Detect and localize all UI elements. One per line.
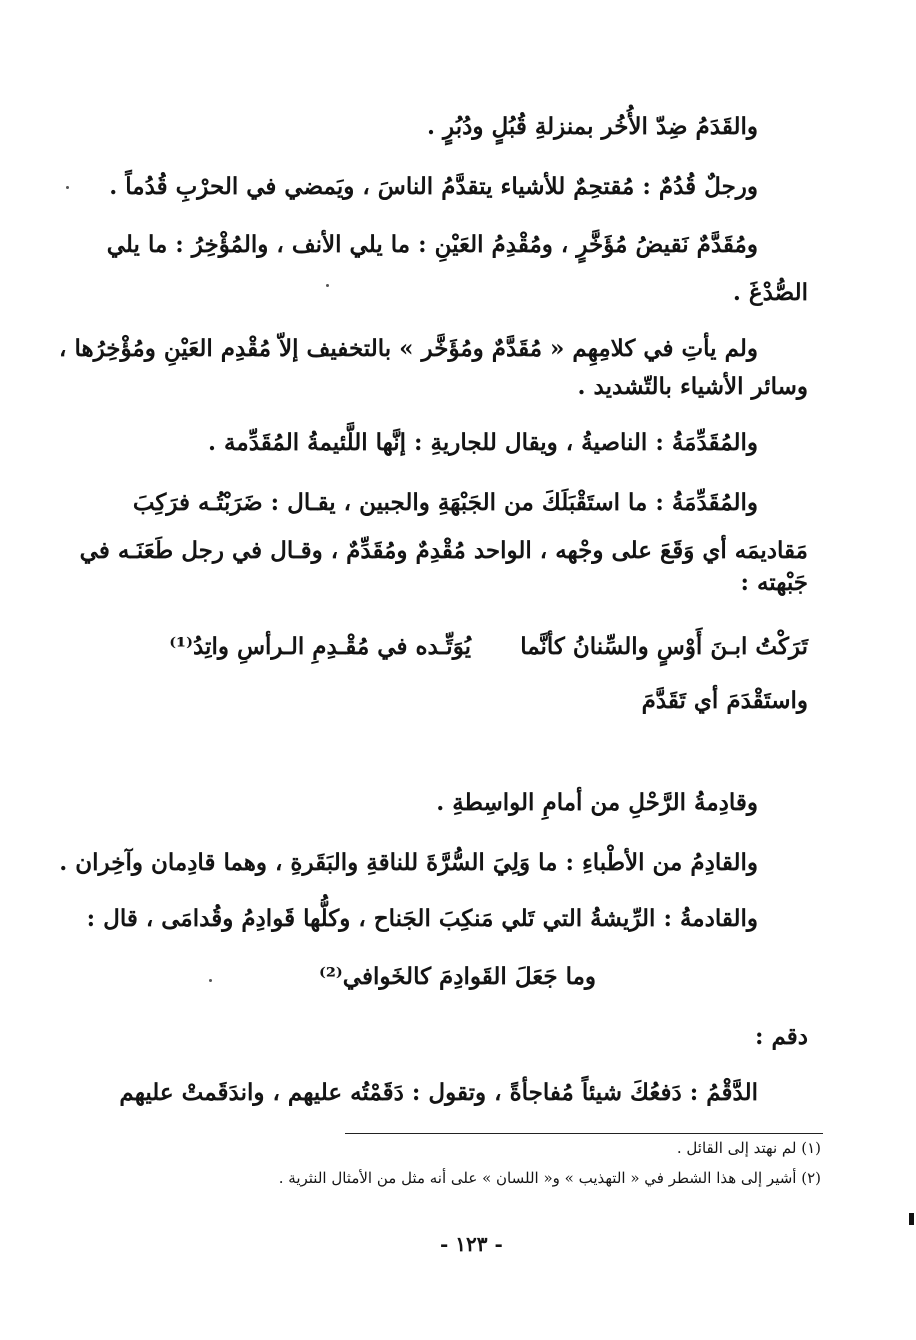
footnote-separator (345, 1133, 823, 1134)
entry-heading: دقم : (754, 1023, 808, 1050)
text-line-15: وما جَعَلَ القَوادِمَ كالخَوافي⁽²⁾ (318, 963, 596, 990)
text-line-7: والمُقَدِّمَةُ : الناصيةُ ، ويقال للجاريةِ : إنَّها اللَّئيمةُ المُقَدِّمة . (208, 429, 758, 456)
speck (326, 284, 329, 287)
footnote-1: (١) لم نهتد إلى القائل . (676, 1139, 821, 1157)
text-line-6: وسائر الأشياء بالتّشديد . (577, 373, 808, 400)
text-line-14: والقادمةُ : الرِّيشةُ التي تَلي مَنكِبَ الجَناح ، وكلُّها قَوادِمُ وقُدامَى ، قال : (86, 905, 758, 932)
text-line-16: الدَّقْمُ : دَفعُكَ شيئاً مُفاجأةً ، وتقول : دَقَمْتُه عليهم ، واندَقَمتْ عليهم (119, 1079, 758, 1106)
text-line-5: ولم يأتِ في كلامِهِم « مُقَدَّمٌ ومُؤَخَّر » بالتخفيف إلاّ مُقْدِم العَيْنِ ومُؤْخِرُها ، (59, 335, 758, 362)
page-number: - ١٢٣ - (440, 1232, 503, 1256)
verse-hemistich-right: تَرَكْتُ ابـنَ أَوْسٍ والسِّنانُ كأنَّما (520, 633, 808, 660)
text-line-3: ومُقَدَّمٌ نَقيضُ مُؤَخَّرٍ ، ومُقْدِمُ العَيْنِ : ما يلي الأنف ، والمُؤْخِرُ : ما يلي (106, 231, 758, 258)
speck (66, 186, 69, 189)
text-line-8: والمُقَدِّمَةُ : ما استَقْبَلَكَ من الجَبْهَةِ والجبين ، يقـال : ضَرَبْتُـه فرَكِبَ (132, 489, 758, 516)
text-line-11: واستَقْدَمَ أي تَقَدَّمَ (641, 687, 808, 714)
text-line-9: مَقاديمَه أي وَقَعَ على وجْهه ، الواحد مُقْدِمٌ ومُقَدِّمٌ ، وقـال في رجل طَعَنَـه في (79, 537, 808, 564)
text-line-13: والقادِمُ من الأطْباءِ : ما وَلِيَ السُّرَّةَ للناقةِ والبَقَرةِ ، وهما قادِمان وآخِران . (59, 849, 758, 876)
edge-mark (909, 1213, 914, 1225)
speck (209, 979, 212, 982)
verse-hemistich-left: يُوَتِّـده في مُقْـدِمِ الـرأسِ واتِدُ⁽¹⁾ (169, 633, 471, 660)
footnote-2: (٢) أشير إلى هذا الشطر في « التهذيب » و« اللسان » على أنه مثل من الأمثال النثرية . (278, 1169, 821, 1187)
text-line-12: وقادِمةُ الرَّحْلِ من أمامِ الواسِطةِ . (436, 789, 758, 816)
text-line-4: الصُّدْغَ . (732, 279, 808, 306)
text-line-1: والقَدَمُ ضِدّ الأُخُر بمنزلةِ قُبُلٍ ودُبُرٍ . (427, 113, 758, 140)
text-line-2: ورجلٌ قُدُمٌ : مُقتحِمٌ للأشياء يتقدَّمُ الناسَ ، ويَمضي في الحرْبِ قُدُماً . (109, 173, 758, 200)
text-line-10: جَبْهته : (740, 569, 808, 596)
